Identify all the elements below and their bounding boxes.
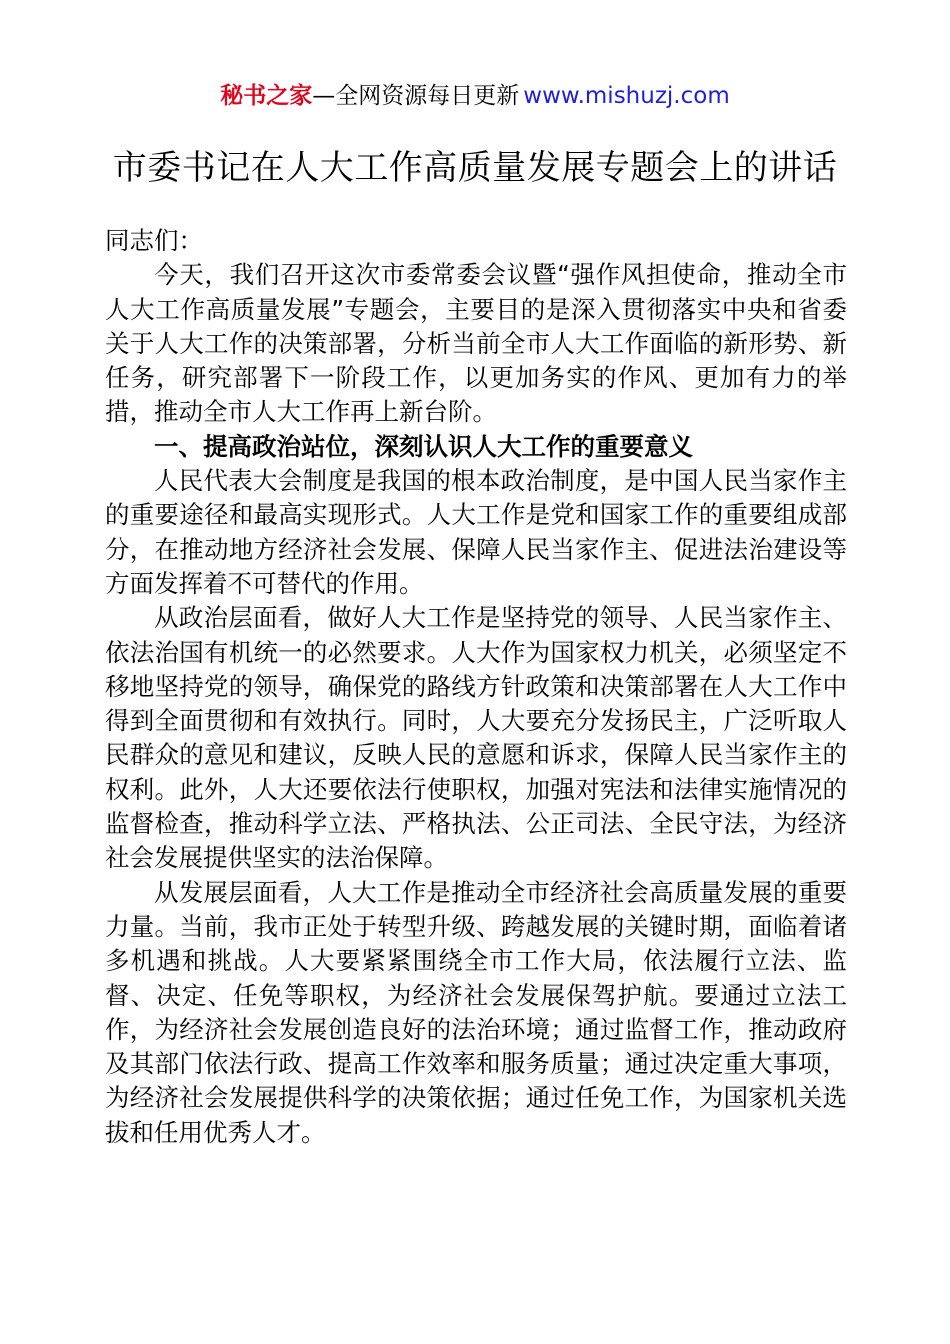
document-title: 市委书记在人大工作高质量发展专题会上的讲话 — [112, 148, 838, 188]
document-body — [105, 224, 847, 1150]
site-url[interactable]: www.mishuzj.com — [523, 83, 730, 109]
section-heading: 一、提高政治站位，深刻认识人大工作的重要意义 — [154, 431, 693, 461]
intro-paragraph: 今天，我们召开这次市委常委会议暨“强作风担使命，推动全市人大工作高质量发展”专题会，主要目的是深入贯彻落实中央和省委关于人大工作的决策部署，分析当前全市人大工作面临的新形势、新任务，研究部署下一阶段工作，以更加务实的作风、更加有力的举措，推动全市人大工作再上新台阶。 — [105, 260, 847, 427]
brand-name: 秘书之家 — [220, 83, 313, 109]
body-paragraph: 人民代表大会制度是我国的根本政治制度，是中国人民当家作主的重要途径和最高实现形式。人大工作是党和国家工作的重要组成部分，在推动地方经济社会发展、保障人民当家作主、促进法治建设等方面发挥着不可替代的作用。 — [105, 466, 847, 598]
site-header — [0, 76, 950, 116]
body-paragraph: 从发展层面看，人大工作是推动全市经济社会高质量发展的重要力量。当前，我市正处于转型升级、跨越发展的关键时期，面临着诸多机遇和挑战。人大要紧紧围绕全市工作大局，依法履行立法、监督、决定、任免等职权，为经济社会发展保驾护航。要通过立法工作，为经济社会发展创造良好的法治环境；通过监督工作，推动政府及其部门依法行政、提高工作效率和服务质量；通过决定重大事项，为经济社会发展提供科学的决策依据；通过任免工作，为国家机关选拔和任用优秀人才。 — [105, 877, 847, 1147]
header-tagline: —全网资源每日更新 — [312, 83, 520, 109]
salutation: 同志们： — [105, 226, 203, 255]
body-paragraph: 从政治层面看，做好人大工作是坚持党的领导、人民当家作主、依法治国有机统一的必然要求。人大作为国家权力机关，必须坚定不移地坚持党的领导，确保党的路线方针政策和决策部署在人大工作中得到全面贯彻和有效执行。同时，人大要充分发扬民主，广泛听取人民群众的意见和建议，反映人民的意愿和诉求，保障人民当家作主的权利。此外，人大还要依法行使职权，加强对宪法和法律实施情况的监督检查，推动科学立法、严格执法、公正司法、全民守法，为经济社会发展提供坚实的法治保障。 — [105, 603, 847, 873]
